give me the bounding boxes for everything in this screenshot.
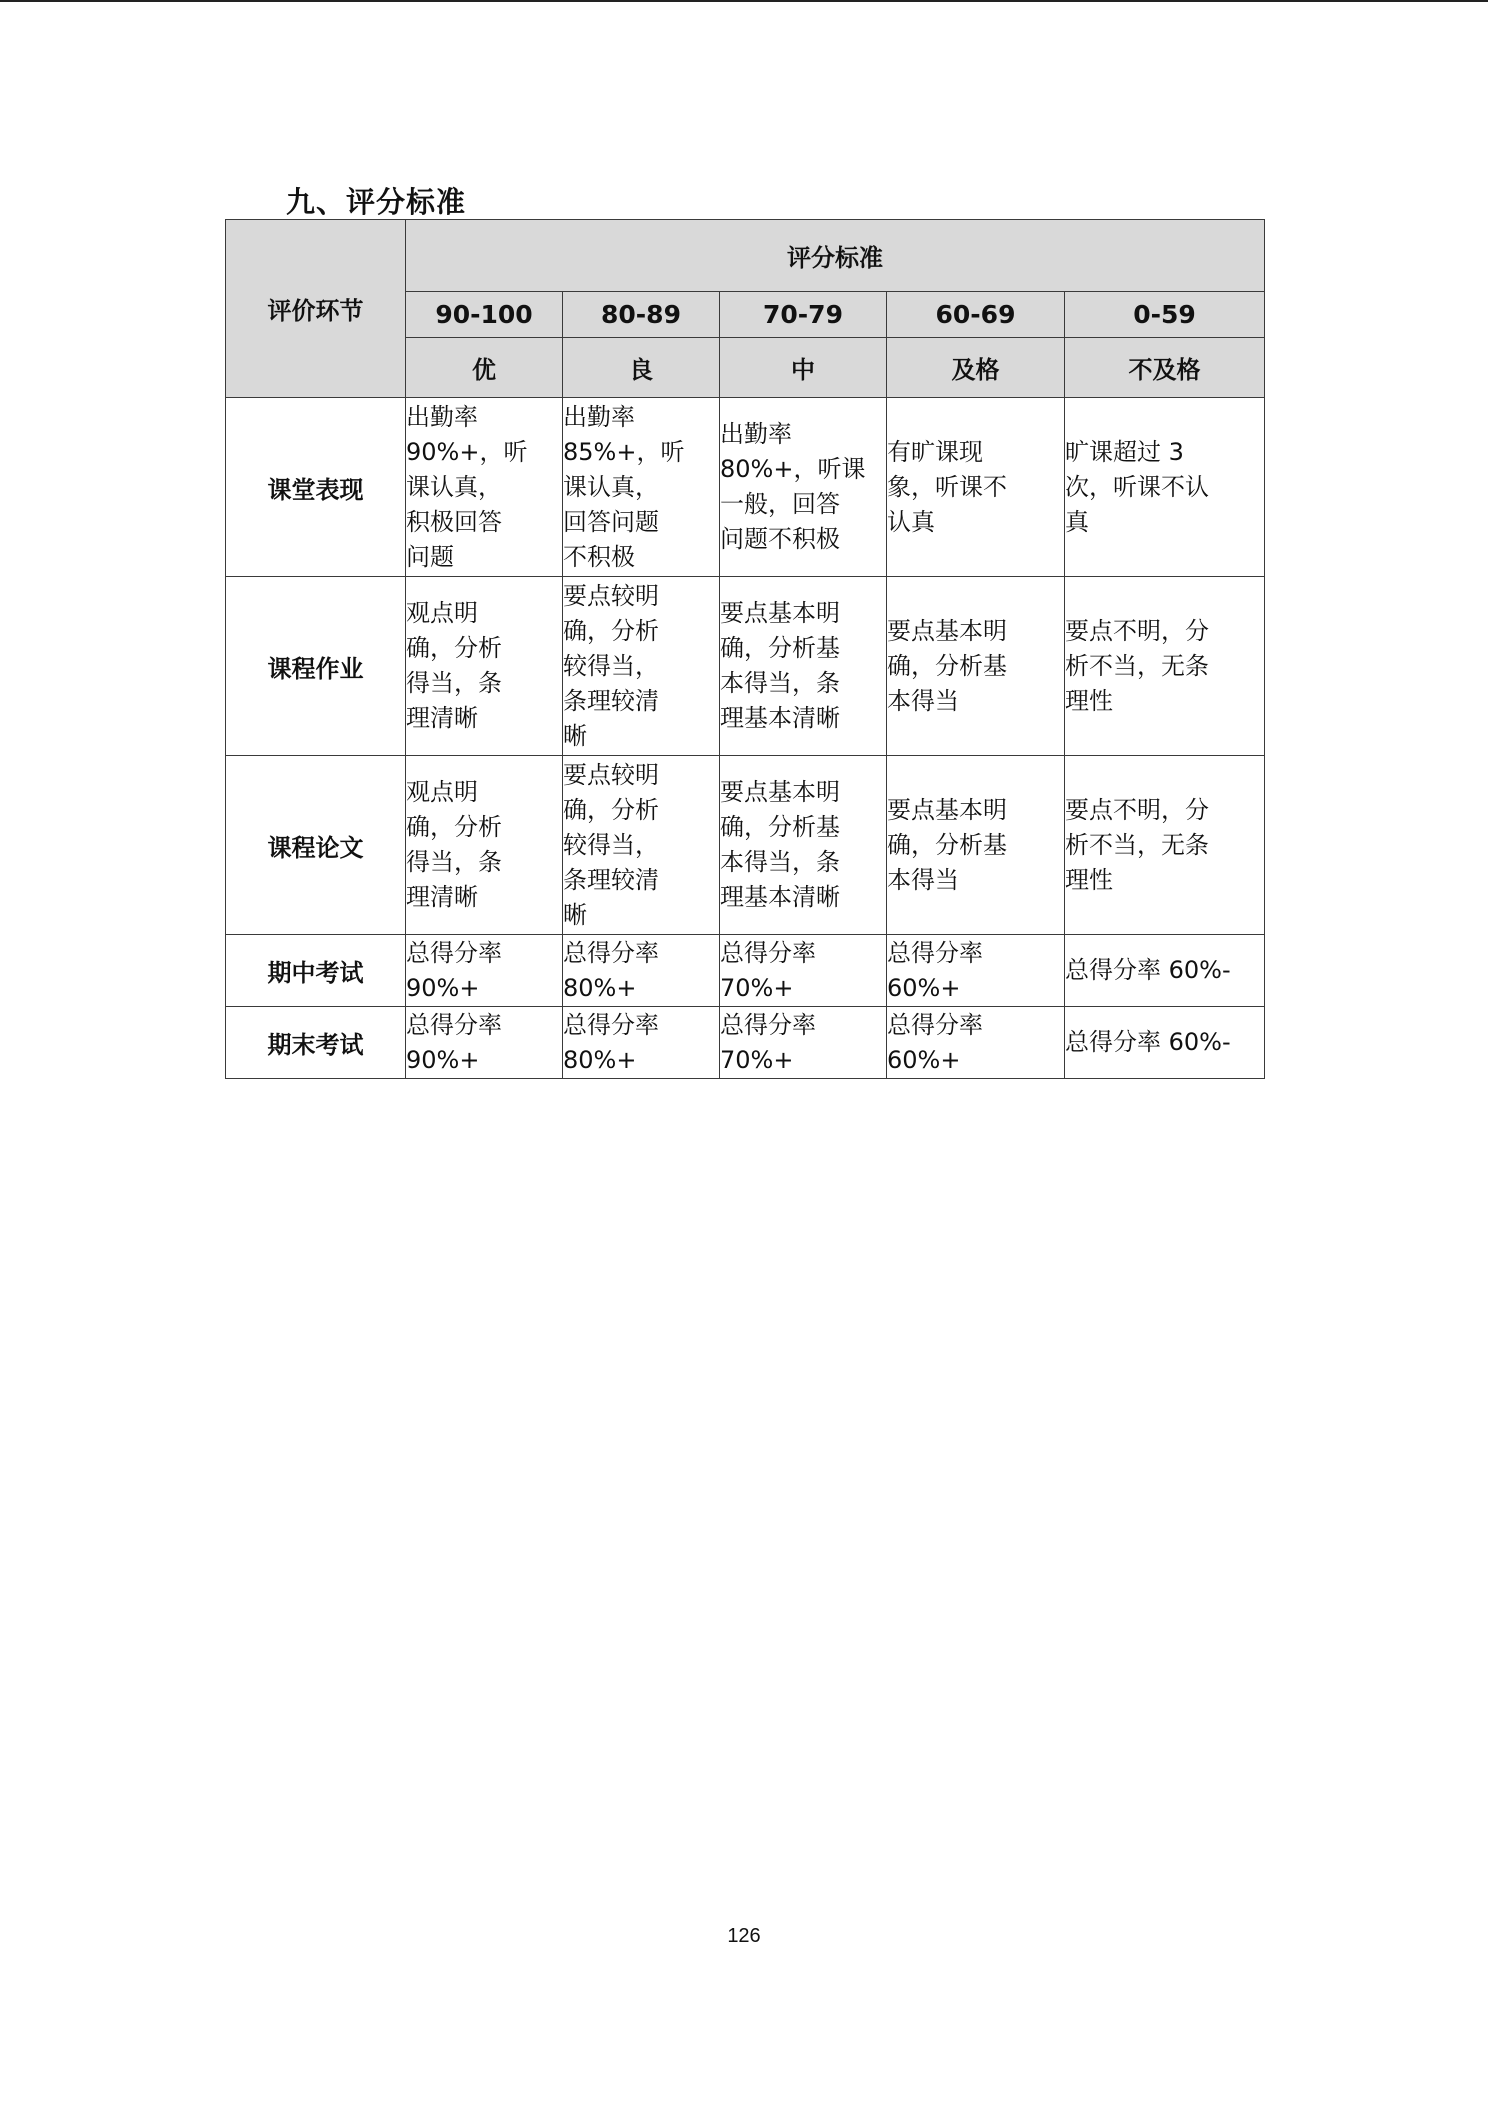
cell-line: 回答问题 [563,507,659,536]
criteria-cell [563,935,720,1007]
grade-label-header: 优 [406,338,563,398]
criteria-cell [720,577,887,756]
cell-line: 旷课超过 3 [1065,437,1184,466]
cell-line: 出勤率 [720,420,792,448]
table-row [226,935,1265,1007]
cell-line: 要点不明，分 [1065,795,1209,824]
criteria-cell [563,1007,720,1079]
cell-line: 真 [1065,507,1089,536]
cell-line: 70%+ [720,973,794,1002]
score-range-header: 70-79 [720,292,887,338]
cell-line: 要点基本明 [720,778,840,806]
cell-line: 问题 [406,542,454,571]
cell-line: 积极回答 [406,507,502,536]
row-label: 课堂表现 [226,398,406,577]
cell-line: 象，听课不 [887,472,1007,501]
cell-line: 条理较清 [563,865,659,894]
criteria-cell [887,398,1065,577]
cell-line: 理清晰 [406,883,478,911]
table-row [226,1007,1265,1079]
grading-standards-table [225,219,1265,1079]
criteria-cell [720,935,887,1007]
score-range-header: 0-59 [1065,292,1265,338]
criteria-cell [406,935,563,1007]
cell-line: 理性 [1065,865,1113,894]
cell-line: 不积极 [563,542,635,571]
cell-line: 问题不积极 [720,525,840,553]
cell-line: 本得当，条 [720,848,840,876]
criteria-cell [563,398,720,577]
grade-label-header: 不及格 [1065,338,1265,398]
criteria-cell [406,756,563,935]
cell-line: 总得分率 [887,1010,983,1039]
cell-line: 观点明 [406,778,478,806]
cell-line: 较得当， [563,651,659,680]
criteria-cell [887,1007,1065,1079]
cell-line: 60%+ [887,1045,961,1074]
criteria-cell [406,577,563,756]
cell-line: 总得分率 [563,1010,659,1039]
criteria-cell [563,577,720,756]
cell-line: 本得当 [887,865,959,894]
cell-line: 总得分率 [406,1010,502,1039]
row-header-title: 评价环节 [226,220,406,398]
cell-line: 析不当，无条 [1065,830,1209,859]
cell-line: 出勤率 [563,402,635,431]
cell-line: 总得分率 [406,938,502,967]
cell-line: 确，分析 [563,795,659,824]
cell-line: 得当，条 [406,669,502,697]
cell-line: 总得分率 60%- [1065,1028,1231,1056]
row-label: 期中考试 [226,935,406,1007]
criteria-cell [720,1007,887,1079]
criteria-cell [720,756,887,935]
criteria-cell [406,398,563,577]
row-label: 期末考试 [226,1007,406,1079]
cell-line: 总得分率 [720,938,816,967]
cell-line: 确，分析 [406,813,502,841]
criteria-cell [1065,577,1265,756]
table-row [226,756,1265,935]
cell-line: 认真 [887,507,935,536]
group-title: 评分标准 [406,220,1265,292]
row-label: 课程作业 [226,577,406,756]
cell-line: 较得当， [563,830,659,859]
cell-line: 80%+，听课 [720,455,866,483]
criteria-cell [1065,756,1265,935]
cell-line: 确，分析 [406,634,502,662]
table-row [226,398,1265,577]
cell-line: 课认真， [563,472,659,501]
cell-line: 90%+，听 [406,437,528,466]
criteria-cell [720,398,887,577]
cell-line: 总得分率 60%- [1065,956,1231,984]
cell-line: 要点不明，分 [1065,616,1209,645]
cell-line: 确，分析基 [720,634,840,662]
grade-label-header: 及格 [887,338,1065,398]
cell-line: 确，分析基 [887,651,1007,680]
cell-line: 确，分析基 [887,830,1007,859]
cell-line: 90%+ [406,1045,480,1074]
criteria-cell [887,577,1065,756]
cell-line: 要点较明 [563,581,659,610]
criteria-cell [563,756,720,935]
cell-line: 次，听课不认 [1065,472,1209,501]
cell-line: 理清晰 [406,704,478,732]
table-row [226,577,1265,756]
score-range-header: 60-69 [887,292,1065,338]
cell-line: 85%+，听 [563,437,685,466]
cell-line: 有旷课现 [887,437,983,466]
grade-label-header: 良 [563,338,720,398]
cell-line: 总得分率 [887,938,983,967]
cell-line: 80%+ [563,1045,637,1074]
cell-line: 理性 [1065,686,1113,715]
cell-line: 观点明 [406,599,478,627]
criteria-cell [1065,1007,1265,1079]
cell-line: 要点较明 [563,760,659,789]
cell-line: 本得当，条 [720,669,840,697]
score-range-header: 90-100 [406,292,563,338]
cell-line: 确，分析 [563,616,659,645]
section-title: 九、评分标准 [286,185,467,219]
criteria-cell [887,935,1065,1007]
cell-line: 90%+ [406,973,480,1002]
page-top-border [0,0,1488,2]
cell-line: 条理较清 [563,686,659,715]
cell-line: 得当，条 [406,848,502,876]
cell-line: 总得分率 [563,938,659,967]
cell-line: 一般，回答 [720,490,840,518]
cell-line: 理基本清晰 [720,883,840,911]
table-body [226,398,1265,1079]
cell-line: 晰 [563,900,587,929]
criteria-cell [1065,398,1265,577]
cell-line: 本得当 [887,686,959,715]
cell-line: 要点基本明 [887,616,1007,645]
grade-label-header: 中 [720,338,887,398]
cell-line: 晰 [563,721,587,750]
criteria-cell [406,1007,563,1079]
score-range-header: 80-89 [563,292,720,338]
cell-line: 析不当，无条 [1065,651,1209,680]
cell-line: 70%+ [720,1045,794,1074]
page-number: 126 [727,1925,761,1947]
cell-line: 要点基本明 [887,795,1007,824]
row-label: 课程论文 [226,756,406,935]
cell-line: 出勤率 [406,402,478,431]
cell-line: 总得分率 [720,1010,816,1039]
cell-line: 60%+ [887,973,961,1002]
cell-line: 课认真， [406,472,502,501]
criteria-cell [1065,935,1265,1007]
criteria-cell [887,756,1065,935]
cell-line: 要点基本明 [720,599,840,627]
cell-line: 确，分析基 [720,813,840,841]
cell-line: 80%+ [563,973,637,1002]
cell-line: 理基本清晰 [720,704,840,732]
